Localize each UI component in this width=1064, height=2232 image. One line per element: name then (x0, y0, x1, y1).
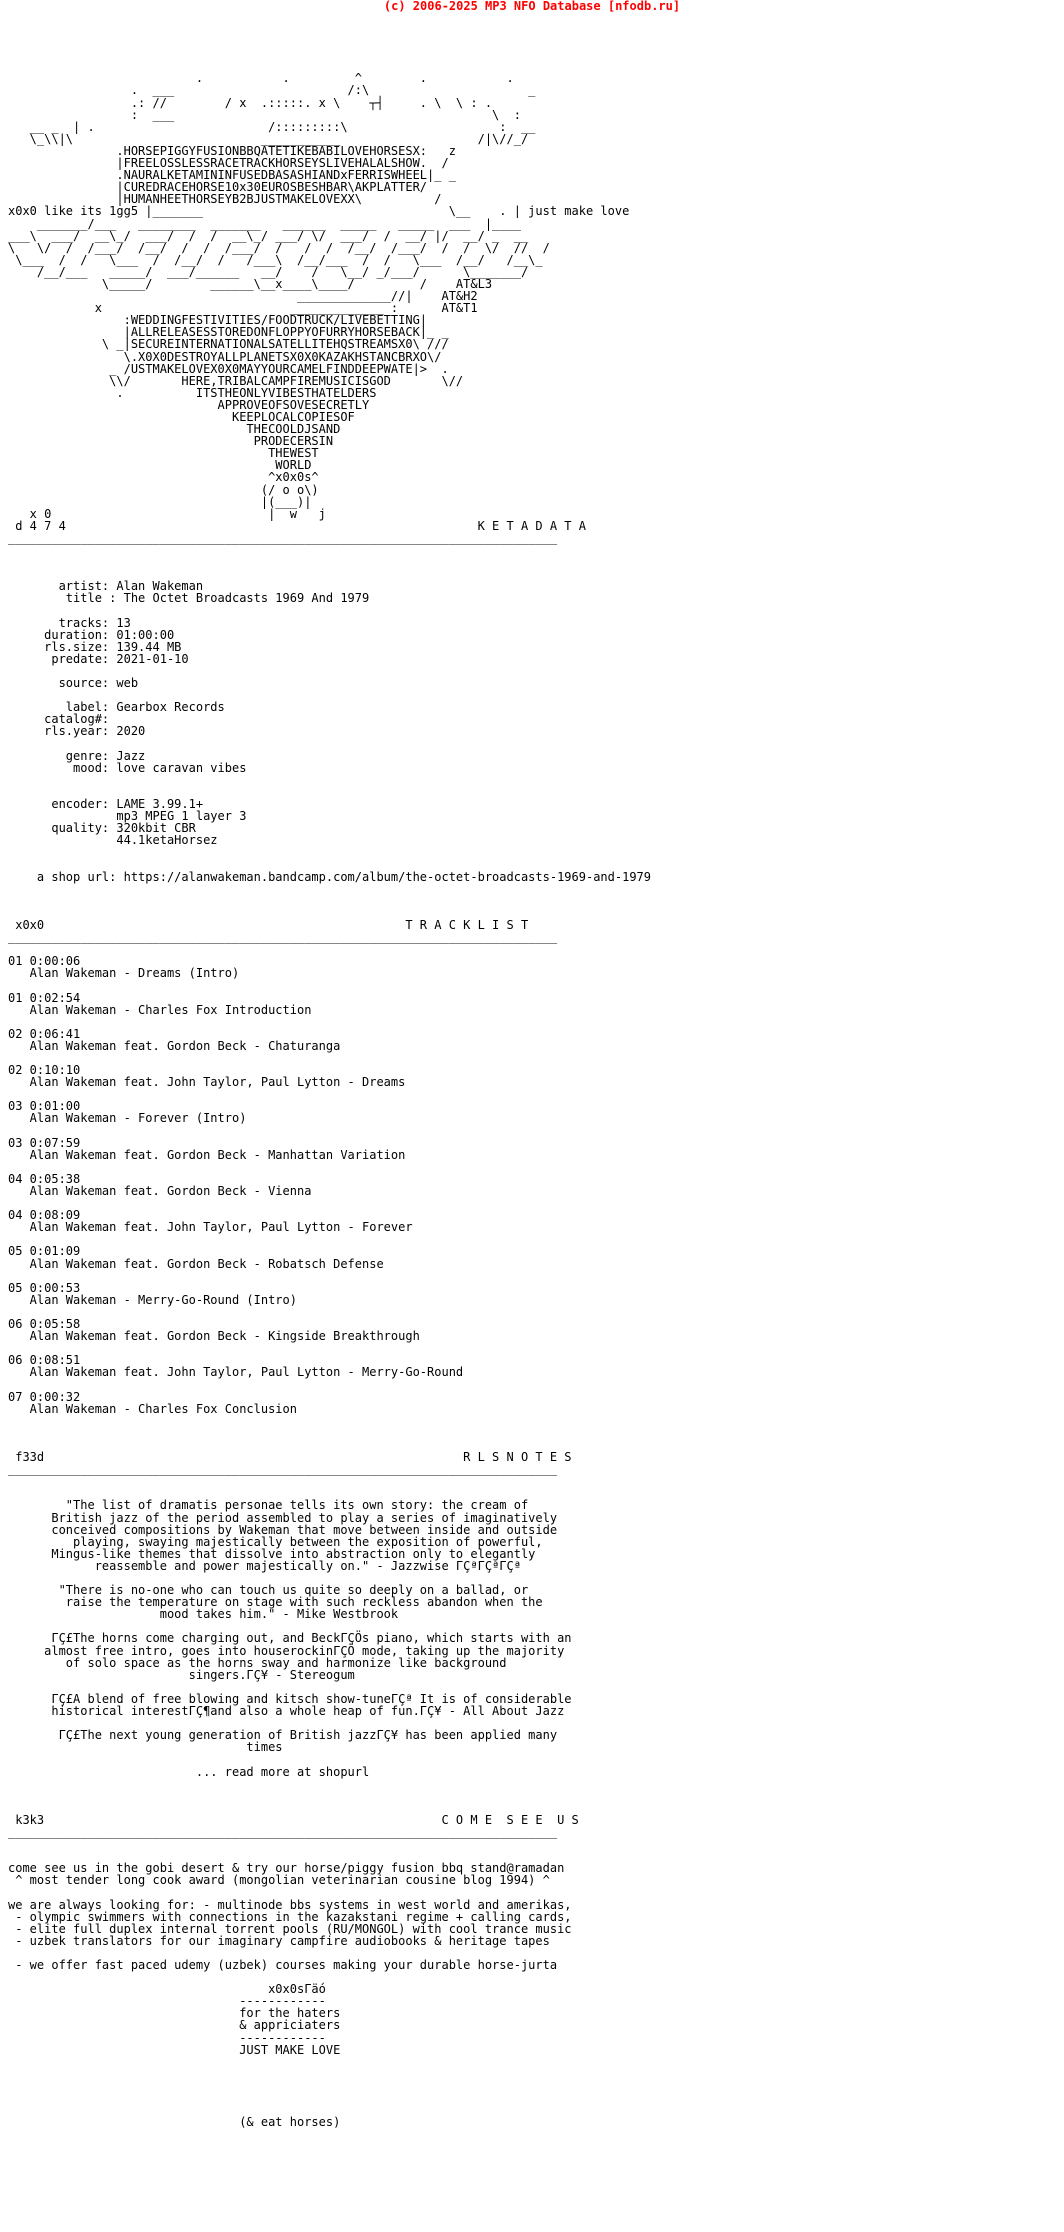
nfo-line: reassemble and power majestically on." - Jazzwise ΓÇªΓÇªΓÇª (8, 1558, 521, 1573)
nfo-line: ____________________________________________________________________________ (8, 1824, 558, 1839)
nfo-line: x0x0 like its 1gg5 |_______ \__ . | just make love (8, 204, 630, 219)
site-banner: (c) 2006-2025 MP3 NFO Database [nfodb.ru] (383, 0, 681, 13)
nfo-line: x0x0 T R A C K L I S T (8, 917, 529, 932)
nfo-line: catalog#: (8, 712, 110, 727)
nfo-line: - uzbek translators for our imaginary campfire audiobooks & heritage tapes (8, 1933, 550, 1948)
nfo-line: 07 0:00:32 (8, 1389, 81, 1404)
nfo-line: .HORSEPIGGYFUSIONBBQATETIKEBABILOVEHORSESX: z (8, 143, 456, 158)
nfo-line: Alan Wakeman feat. Gordon Beck - Vienna (8, 1184, 312, 1198)
nfo-line: - elite full duplex internal torrent pools (RU/MONGOL) with cool trance music (8, 1921, 572, 1936)
nfo-line: _____________//| AT&H2 (8, 289, 478, 304)
nfo-line: Alan Wakeman feat. Gordon Beck - Manhattan Variation (8, 1147, 406, 1162)
nfo-line: .NAURALKETAMININFUSEDBASASHIANDxFERRISWHEEL|_ _ (8, 168, 456, 183)
nfo-line: ΓÇ£The horns come charging out, and BeckΓÇÖs piano, which starts with an (8, 1631, 572, 1646)
nfo-line: d 4 7 4 K E T A D A T A (8, 518, 586, 533)
nfo-line: . ITSTHEONLYVIBESTHATELDERS (8, 385, 377, 400)
nfo-line: playing, swaying majestically between the exposition of powerful, (8, 1534, 543, 1549)
nfo-line: 03 0:01:00 (8, 1099, 81, 1114)
nfo-line: Alan Wakeman - Merry-Go-Round (Intro) (8, 1292, 297, 1307)
nfo-line: quality: 320kbit CBR (8, 821, 196, 836)
nfo-line: |HUMANHEETHORSEYB2BJUSTMAKELOVEXX\ / (8, 192, 442, 207)
nfo-line: ___\ ___/ __\_/ ___/ / / __\_/ ___/ \/ ___/ / __/ |/ __/ _ __ (8, 228, 529, 243)
nfo-line: 04 0:08:09 (8, 1208, 81, 1223)
nfo-line: label: Gearbox Records (8, 700, 225, 715)
nfo-line: ____________________________________________________________________________ (8, 530, 558, 545)
nfo-line: . ___ /:\ _ (8, 83, 536, 98)
nfo-line: x _____________ : AT&T1 (8, 301, 478, 316)
nfo-line: times (8, 1740, 283, 1755)
nfo-line: _ /USTMAKELOVEX0X0MAYYOURCAMELFINDDEEPWATE|> . (8, 361, 449, 376)
nfo-line: artist: Alan Wakeman (8, 579, 204, 594)
nfo-line: 01 0:00:06 (8, 954, 81, 969)
nfo-line: title : The Octet Broadcasts 1969 And 1979 (8, 591, 370, 606)
nfo-line: |(___)| (8, 494, 312, 509)
nfo-line: f33d R L S N O T E S (8, 1450, 572, 1465)
nfo-line: THEWEST (8, 446, 319, 461)
nfo-line: ^x0x0s^ (8, 470, 319, 485)
nfo-line: predate: 2021-01-10 (8, 651, 189, 666)
nfo-line: singers.ΓÇ¥ - Stereogum (8, 1667, 355, 1682)
nfo-line: \_____/ ______\__x____\____/ / AT&L3 (8, 276, 493, 291)
nfo-line: \ \/ / /___/ /__/ / / /___/ / / / /__/ /___/ / / \/ // / (8, 240, 550, 255)
nfo-line: raise the temperature on stage with such reckless abandon when the (8, 1595, 543, 1610)
nfo-line: KEEPLOCALCOPIESOF (8, 410, 355, 424)
nfo-line: _______/___ ________ _______ ______ _____ _____ ___ |____ (8, 216, 521, 231)
nfo-line: for the haters (8, 2006, 341, 2021)
nfo-line: APPROVEOFSOVESECRETLY (8, 397, 370, 412)
nfo-line: THECOOLDJSAND (8, 422, 341, 437)
nfo-line: ____________________________________________________________________________ (8, 930, 558, 945)
nfo-line: Alan Wakeman - Charles Fox Conclusion (8, 1401, 297, 1416)
nfo-line: /__/___ _____/ ___/______ __/ / \__/ _/___/ \_______/ (8, 264, 529, 279)
nfo-line: JUST MAKE LOVE (8, 2042, 341, 2057)
nfo-line: ____________________________________________________________________________ (8, 1462, 558, 1477)
nfo-line: of solo space as the horns sway and harmonize like background (8, 1655, 507, 1670)
nfo-line: we are always looking for: - multinode bbs systems in west world and amerikas, (8, 1897, 572, 1912)
nfo-line: 44.1ketaHorsez (8, 833, 218, 848)
nfo-line: |CUREDRACEHORSE10x30EUROSBESHBAR\AKPLATTER/ (8, 180, 428, 195)
nfo-line: conceived compositions by Wakeman that move between inside and outside (8, 1522, 558, 1537)
nfo-line: \.X0X0DESTROYALLPLANETSX0X0KAZAKHSTANCBRXO\/ (8, 349, 442, 364)
nfo-line: Alan Wakeman feat. John Taylor, Paul Lytton - Forever (8, 1220, 413, 1235)
nfo-line: : ___ \ : (8, 107, 521, 122)
nfo-line: duration: 01:00:00 (8, 627, 175, 642)
nfo-line: 02 0:10:10 (8, 1063, 81, 1078)
nfo-line: a shop url: https://alanwakeman.bandcamp.com/album/the-octet-broadcasts-1969-and-1979 (8, 869, 651, 884)
nfo-line: - we offer fast paced udemy (uzbek) courses making your durable horse-jurta (8, 1958, 558, 1972)
nfo-line: ------------ (8, 2030, 326, 2045)
nfo-line: Alan Wakeman feat. John Taylor, Paul Lytton - Merry-Go-Round (8, 1365, 464, 1380)
nfo-line: 06 0:08:51 (8, 1353, 81, 1368)
nfo-line: (& eat horses) (8, 2115, 341, 2130)
nfo-line: \___ / / \___ / /__/ / /___\ /__/___ / / \___ /__/ /__\_ (8, 252, 543, 267)
nfo-line: PRODECERSIN (8, 434, 334, 449)
nfo-line: Alan Wakeman feat. Gordon Beck - Chaturanga (8, 1038, 341, 1053)
nfo-line: 01 0:02:54 (8, 990, 81, 1005)
nfo-line: ^ most tender long cook award (mongolian veterinarian cousine blog 1994) ^ (8, 1873, 550, 1888)
nfo-line: 04 0:05:38 (8, 1171, 81, 1186)
nfo-line: British jazz of the period assembled to play a series of imaginatively (8, 1510, 558, 1525)
nfo-line: ... read more at shopurl (8, 1764, 370, 1779)
nfo-line: Alan Wakeman feat. Gordon Beck - Robatsch Defense (8, 1256, 384, 1271)
nfo-line: __ _ | . /:::::::::\ : __ (8, 119, 536, 134)
nfo-line: \_\\|\ ___________ /|\//_/ (8, 131, 529, 146)
nfo-line: Alan Wakeman feat. John Taylor, Paul Lytton - Dreams (8, 1075, 406, 1090)
nfo-line: Alan Wakeman - Dreams (Intro) (8, 966, 240, 981)
nfo-line: 06 0:05:58 (8, 1317, 81, 1332)
nfo-line: |FREELOSSLESSRACETRACKHORSEYSLIVEHALALSHOW. / (8, 156, 449, 171)
nfo-line: \ _|SECUREINTERNATIONALSATELLITEHQSTREAMSX0\ /// (8, 337, 449, 352)
nfo-line: encoder: LAME 3.99.1+ (8, 797, 204, 811)
nfo-line: 05 0:01:09 (8, 1244, 81, 1259)
nfo-text (8, 24, 651, 2128)
nfo-line: . . ^ . . (8, 71, 514, 86)
nfo-line: mood takes him." - Mike Westbrook (8, 1607, 399, 1622)
nfo-line: \\/ HERE,TRIBALCAMPFIREMUSICISGOD \// (8, 373, 464, 388)
nfo-line: & appriciaters (8, 2018, 341, 2033)
nfo-line: |ALLRELEASESSTOREDONFLOPPYOFURRYHORSEBACK|_ _ (8, 325, 449, 340)
nfo-line: mood: love caravan vibes (8, 760, 247, 775)
nfo-line: almost free intro, goes into houserockinΓÇÖ mode, taking up the majority (8, 1643, 565, 1658)
nfo-line: 05 0:00:53 (8, 1280, 81, 1295)
nfo-line: 02 0:06:41 (8, 1026, 81, 1041)
nfo-line: tracks: 13 (8, 615, 131, 630)
nfo-line: Mingus-like themes that dissolve into abstraction only to elegantly (8, 1546, 536, 1561)
nfo-line: 03 0:07:59 (8, 1135, 81, 1150)
nfo-line: come see us in the gobi desert & try our horse/piggy fusion bbq stand@ramadan (8, 1861, 565, 1876)
nfo-line: ΓÇ£A blend of free blowing and kitsch show-tuneΓÇª It is of considerable (8, 1691, 572, 1706)
nfo-line: ΓÇ£The next young generation of British jazzΓÇ¥ has been applied many (8, 1728, 558, 1743)
nfo-line: historical interestΓÇ¶and also a whole heap of fun.ΓÇ¥ - All About Jazz (8, 1704, 565, 1719)
nfo-line: .: // / x .:::::. x \ ┬┤ . \ \ : . (8, 95, 493, 110)
nfo-line: Alan Wakeman - Forever (Intro) (8, 1111, 247, 1126)
nfo-line: - olympic swimmers with connections in the kazakstani regime + calling cards, (8, 1909, 572, 1924)
nfo-line: rls.size: 139.44 MB (8, 639, 182, 654)
nfo-line: x 0 | w j (8, 506, 326, 521)
nfo-line: (/ o o\) (8, 482, 319, 497)
nfo-line: "There is no-one who can touch us quite so deeply on a ballad, or (8, 1583, 529, 1598)
nfo-line: k3k3 C O M E S E E U S (8, 1812, 579, 1827)
nfo-line: Alan Wakeman feat. Gordon Beck - Kingside Breakthrough (8, 1329, 420, 1344)
nfo-line: x0x0sΓäó (8, 1982, 326, 1997)
nfo-line: ------------ (8, 1994, 326, 2009)
nfo-line: rls.year: 2020 (8, 724, 146, 739)
nfo-line: Alan Wakeman - Charles Fox Introduction (8, 1002, 312, 1017)
nfo-line: WORLD (8, 458, 312, 473)
nfo-line: genre: Jazz (8, 748, 146, 763)
nfo-line: :WEDDINGFESTIVITIES/FOODTRUCK/LIVEBETTING| (8, 313, 428, 328)
nfo-line: "The list of dramatis personae tells its own story: the cream of (8, 1498, 529, 1513)
nfo-line: mp3 MPEG 1 layer 3 (8, 809, 247, 824)
nfo-line: source: web (8, 676, 139, 691)
